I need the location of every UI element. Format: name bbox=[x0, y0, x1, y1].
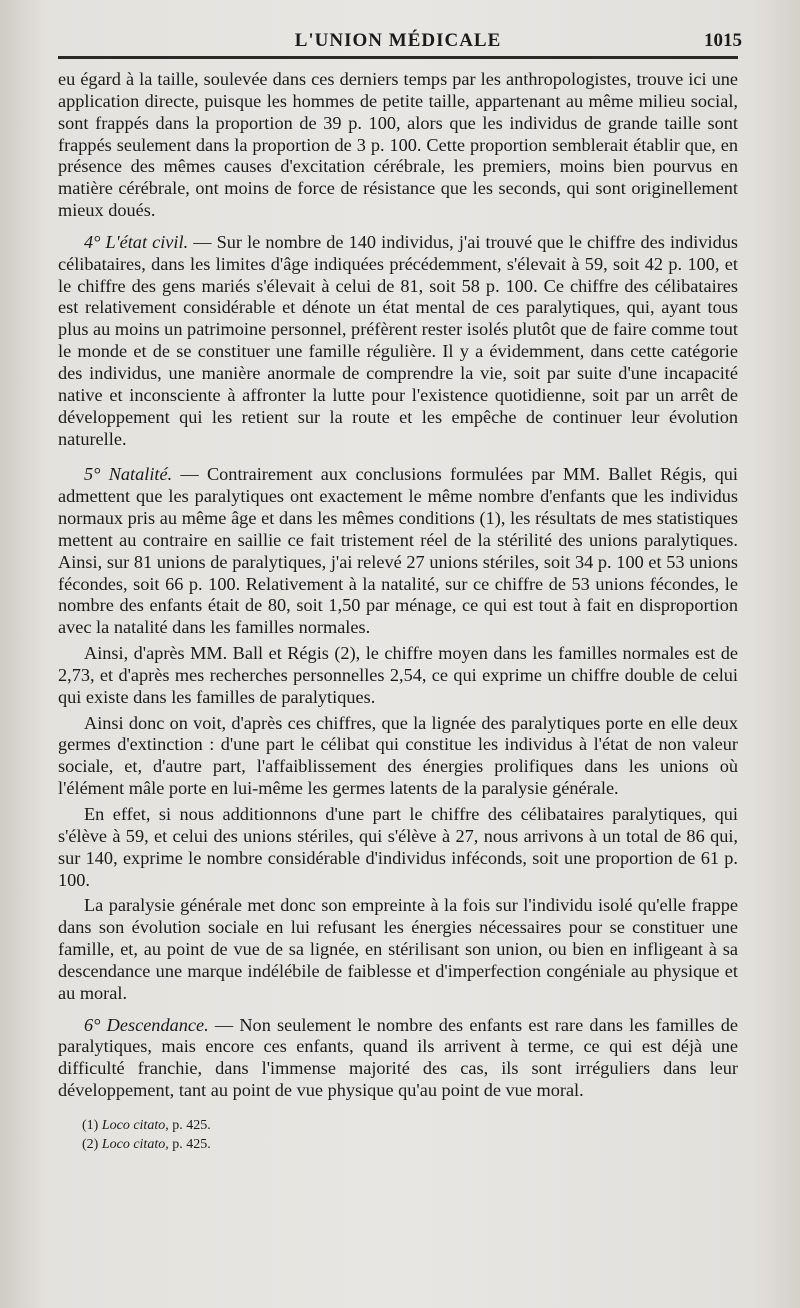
page-number: 1015 bbox=[704, 30, 742, 51]
journal-title: L'UNION MÉDICALE bbox=[294, 30, 502, 51]
footnote-ref: , p. 425. bbox=[165, 1117, 211, 1133]
footnote-ref: , p. 425. bbox=[165, 1136, 211, 1152]
paragraph-ainsi-ball-regis: Ainsi, d'après MM. Ball et Régis (2), le chiffre moyen dans les familles normales est de 2,73, et d'après mes recherches personnelles 2,54, ce qui exprime un chiffre double de celui qui existe dans les familles de paralytiques. bbox=[58, 643, 738, 707]
footnote-source: Loco citato bbox=[101, 1136, 166, 1152]
paragraph-en-effet: En effet, si nous additionnons d'une part le chiffre des célibataires paralytiques, qui s'élève à 59, et celui des unions stériles, qui s'élève à 27, nous arrivons à un total de 86 qui, sur 140, exprime le nombre considérable d'individus inféconds, soit une proportion de 61 p. 100. bbox=[58, 804, 738, 890]
section-heading-descendance: 6° Descendance. bbox=[84, 1014, 209, 1035]
footnote-marker: (1) bbox=[82, 1117, 99, 1133]
footnote-source: Loco citato bbox=[101, 1117, 166, 1133]
paragraph-continued: eu égard à la taille, soulevée dans ces derniers temps par les anthropologistes, trouve ici une application directe, puisque les hommes de petite taille, appartenant au même milieu social, sont frappés dans la proportion de 39 p. 100, alors que les individus de grande taille sont frappés seulement dans la proportion de 3 p. 100. Cette proportion semblerait établir que, en présence des mêmes causes d'excitation cérébrale, les premiers, moins bien pourvus en matière cérébrale, ont moins de force de résistance que les seconds, qui sont originellement mieux doués. bbox=[58, 69, 738, 221]
section-text-natalite: — Contrairement aux conclusions formulées par MM. Ballet Régis, qui admettent que les paralytiques ont exactement le même nombre d'enfants que les individus normaux pris au même âge et dans les mêmes conditions (1), les résultats de mes statistiques mettent au contraire en saillie ce fait tristement réel de la stérilité des unions paralytiques. Ainsi, sur 81 unions de paralytiques, j'ai relevé 27 unions stériles, soit 34 p. 100 et 53 unions fécondes, soit 66 p. 100. Relativement à la natalité, sur ce chiffre de 53 unions fécondes, le nombre des enfants était de 80, soit 1,50 par ménage, ce qui est tout à fait en disproportion avec la natalité dans les familles normales. bbox=[58, 464, 739, 638]
article-body bbox=[58, 69, 738, 1102]
footnotes bbox=[58, 1116, 738, 1154]
section-heading-natalite: 5° Natalité. bbox=[84, 464, 173, 485]
running-header bbox=[58, 24, 742, 59]
footnote-marker: (2) bbox=[82, 1136, 99, 1152]
section-text-etat-civil: — Sur le nombre de 140 individus, j'ai trouvé que le chiffre des individus célibataires, dans les limites d'âge indiquées précédemment, s'élevait à 59, soit 42 p. 100, et le chiffre des gens mariés s'élevait à celui de 81, soit 58 p. 100. Ce chiffre des célibataires est relativement considérable et dénote un état mental de ces paralytiques, qui, ayant tous plus au moins un patrimoine personnel, préfèrent rester isolés plutôt que de faire comme tout le monde et de se constituer une famille régulière. Il y a évidemment, dans cette catégorie des individus, une manière anormale de comprendre la vie, soit par suite d'une incapacité native et inconsciente à affronter la lutte pour l'existence quotidienne, soit par un arrêt de développement qui les retient sur la route et les empêche de continuer leur évolution naturelle. bbox=[58, 231, 738, 449]
section-text-descendance: — Non seulement le nombre des enfants est rare dans les familles de paralytiques, mais encore ces enfants, quand ils arrivent à terme, ce qui est déjà une difficulté franchie, dans l'immense majorité des cas, ils sont irréguliers dans leur développement, tant au point de vue physique qu'au point de vue moral. bbox=[58, 1014, 738, 1101]
section-natalite bbox=[58, 464, 738, 639]
paragraph-ainsi-donc: Ainsi donc on voit, d'après ces chiffres, que la lignée des paralytiques porte en elle deux germes d'extinction : d'une part le célibat qui constitue les individus à l'état de non valeur sociale, et, d'autre part, l'affaiblissement des énergies prolifiques dans les unions où l'élément mâle porte en lui-même les germes latents de la paralysie générale. bbox=[58, 712, 738, 799]
footnote-1 bbox=[58, 1116, 738, 1135]
section-heading-etat-civil: 4° L'état civil. bbox=[84, 231, 189, 252]
section-descendance bbox=[58, 1015, 738, 1102]
paragraph-paralysie-generale: La paralysie générale met donc son empreinte à la fois sur l'individu isolé qu'elle frappe dans son évolution sociale en lui refusant les énergies nécessaires pour se constituer une famille, et, au point de vue de sa lignée, en stérilisant son union, ou bien en infligeant à sa descendance une marque indélébile de faiblesse et d'imperfection congéniale au physique et au moral. bbox=[58, 895, 738, 1003]
section-etat-civil bbox=[58, 232, 738, 450]
footnote-2 bbox=[58, 1135, 738, 1154]
